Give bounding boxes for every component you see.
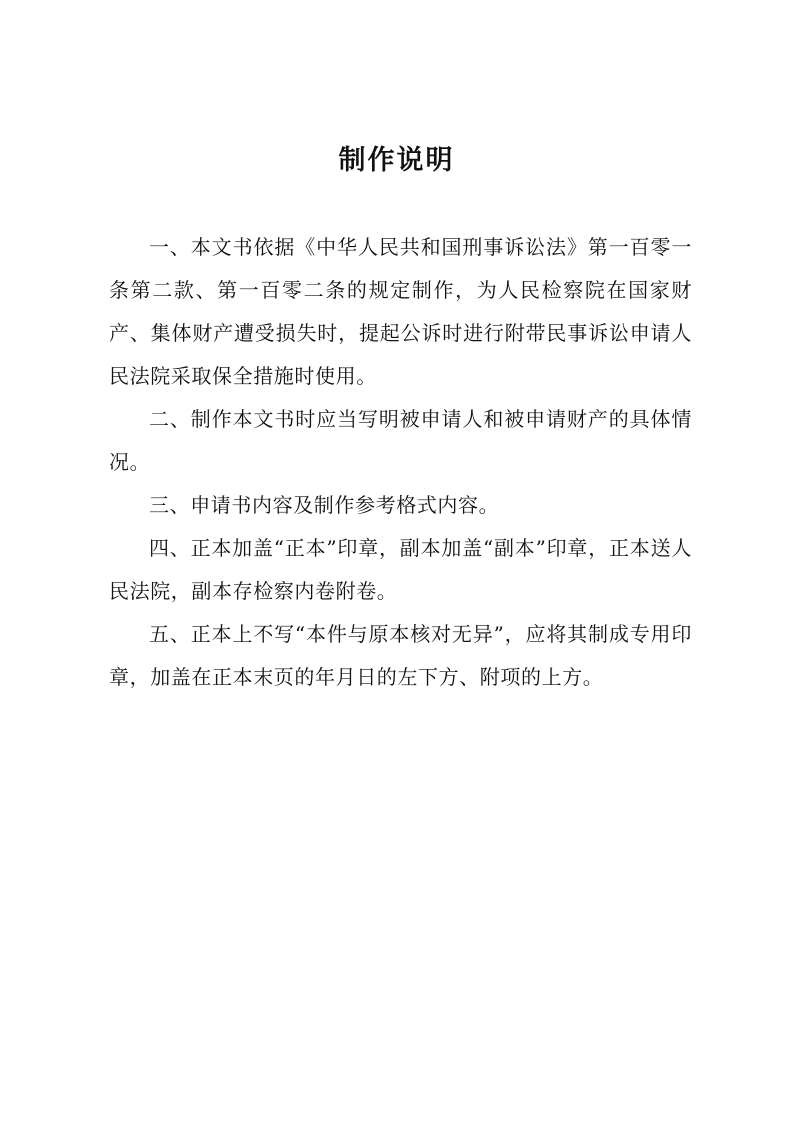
document-body [109,226,692,699]
paragraph-5: 五、正本上不写“本件与原本核对无异”，应将其制成专用印章，加盖在正本末页的年月日的左下方、附项的上方。 [109,622,692,689]
paragraph-2: 二、制作本文书时应当写明被申请人和被申请财产的具体情况。 [109,407,692,474]
paragraph-3: 三、申请书内容及制作参考格式内容。 [149,493,500,517]
document-title: 制作说明 [338,145,455,176]
paragraph-4: 四、正本加盖“正本”印章，副本加盖“副本”印章，正本送人民法院，副本存检察内卷附卷。 [109,536,692,603]
paragraph-1: 一、本文书依据《中华人民共和国刑事诉讼法》第一百零一条第二款、第一百零二条的规定制作，为人民检察院在国家财产、集体财产遭受损失时，提起公诉时进行附带民事诉讼申请人民法院采取保全措施时使用。 [109,235,692,388]
